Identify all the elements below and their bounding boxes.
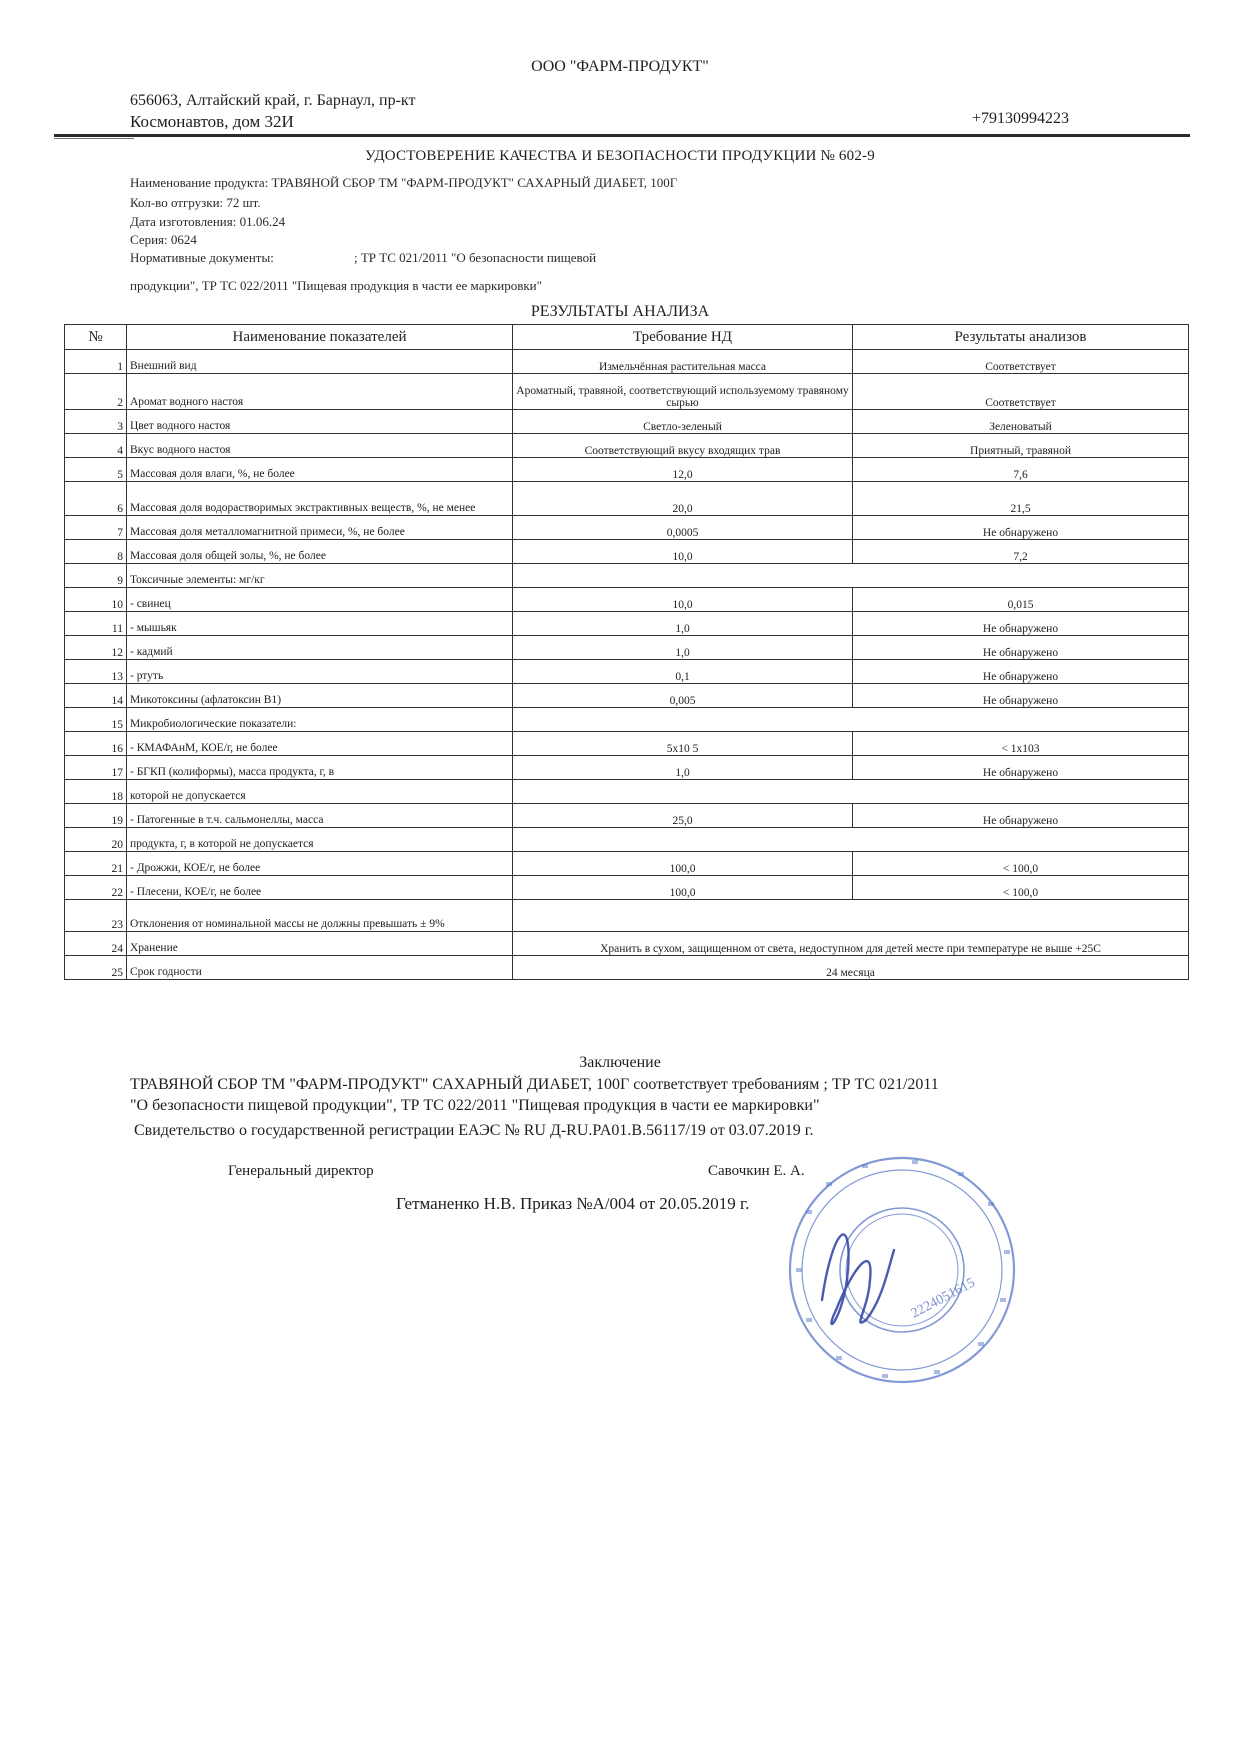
requirement-value: 0,005 — [513, 684, 853, 708]
requirement-value: 1,0 — [513, 756, 853, 780]
results-title: РЕЗУЛЬТАТЫ АНАЛИЗА — [530, 303, 710, 320]
table-row — [65, 780, 1189, 804]
row-number: 22 — [65, 876, 127, 900]
table-row — [65, 458, 1189, 482]
result-value: Не обнаружено — [853, 636, 1189, 660]
row-number: 11 — [65, 612, 127, 636]
result-value: Не обнаружено — [853, 804, 1189, 828]
result-value: Не обнаружено — [853, 660, 1189, 684]
result-value: Соответствует — [853, 374, 1189, 410]
results-table — [64, 324, 1189, 980]
normative-docs-value: ; ТР ТС 021/2011 "О безопасности пищевой — [354, 250, 597, 265]
row-number: 24 — [65, 932, 127, 956]
row-number: 13 — [65, 660, 127, 684]
indicator-name: Токсичные элементы: мг/кг — [127, 564, 513, 588]
requirement-value: Измельчённая растительная масса — [513, 350, 853, 374]
requirement-value: 10,0 — [513, 588, 853, 612]
requirement-value: 0,0005 — [513, 516, 853, 540]
empty-value — [513, 900, 1189, 932]
product-name-line: Наименование продукта: ТРАВЯНОЙ СБОР ТМ "ФАРМ-ПРОДУКТ" САХАРНЫЙ ДИАБЕТ, 100Г — [130, 175, 678, 190]
conclusion-text — [130, 1074, 1130, 1116]
conclusion-line-2: "О безопасности пищевой продукции", ТР ТС 022/2011 "Пищевая продукция в части ее маркировки" — [130, 1097, 820, 1114]
row-number: 9 — [65, 564, 127, 588]
manufacture-date-line: Дата изготовления: 01.06.24 — [130, 214, 286, 229]
indicator-name: - Плесени, КОЕ/г, не более — [127, 876, 513, 900]
empty-value — [513, 780, 1189, 804]
indicator-name: - Дрожжи, КОЕ/г, не более — [127, 852, 513, 876]
company-address-line1: 656063, Алтайский край, г. Барнаул, пр-кт — [130, 92, 416, 109]
header-divider — [54, 134, 1190, 137]
row-number: 25 — [65, 956, 127, 980]
row-number: 5 — [65, 458, 127, 482]
requirement-value: 1,0 — [513, 636, 853, 660]
row-number: 21 — [65, 852, 127, 876]
result-value: Зеленоватый — [853, 410, 1189, 434]
requirement-value: 12,0 — [513, 458, 853, 482]
indicator-name: - БГКП (колиформы), масса продукта, г, в — [127, 756, 513, 780]
indicator-name: - Патогенные в т.ч. сальмонеллы, масса — [127, 804, 513, 828]
normative-docs-label: Нормативные документы: — [130, 250, 274, 265]
table-row — [65, 612, 1189, 636]
table-row — [65, 482, 1189, 516]
table-row — [65, 434, 1189, 458]
stamp-number: 2224051615 — [908, 1275, 978, 1322]
table-row — [65, 956, 1189, 980]
result-value: 0,015 — [853, 588, 1189, 612]
table-row — [65, 756, 1189, 780]
indicator-name: Массовая доля водорастворимых экстрактивных веществ, %, не менее — [127, 482, 513, 516]
row-number: 3 — [65, 410, 127, 434]
row-number: 20 — [65, 828, 127, 852]
results-table-header — [65, 325, 1189, 350]
requirement-value: 1,0 — [513, 612, 853, 636]
row-number: 18 — [65, 780, 127, 804]
requirement-value: 0,1 — [513, 660, 853, 684]
table-row — [65, 540, 1189, 564]
indicator-name: Аромат водного настоя — [127, 374, 513, 410]
requirement-value: Ароматный, травяной, соответствующий используемому травяному сырью — [513, 374, 853, 410]
document-title: УДОСТОВЕРЕНИЕ КАЧЕСТВА И БЕЗОПАСНОСТИ ПРОДУКЦИИ № 602-9 — [365, 148, 875, 164]
row-number: 15 — [65, 708, 127, 732]
result-value: 7,6 — [853, 458, 1189, 482]
result-value: Приятный, травяной — [853, 434, 1189, 458]
table-row — [65, 660, 1189, 684]
empty-value — [513, 708, 1189, 732]
row-number: 23 — [65, 900, 127, 932]
requirement-value: 5x10 5 — [513, 732, 853, 756]
result-value: 7,2 — [853, 540, 1189, 564]
company-name: ООО "ФАРМ-ПРОДУКТ" — [531, 58, 709, 75]
row-number: 19 — [65, 804, 127, 828]
row-number: 17 — [65, 756, 127, 780]
row-number: 4 — [65, 434, 127, 458]
table-row — [65, 374, 1189, 410]
row-number: 12 — [65, 636, 127, 660]
indicator-name: - кадмий — [127, 636, 513, 660]
table-row — [65, 564, 1189, 588]
table-row — [65, 732, 1189, 756]
row-number: 16 — [65, 732, 127, 756]
company-address-line2: Космонавтов, дом 32И — [130, 112, 294, 131]
table-row — [65, 828, 1189, 852]
results-table-body — [65, 350, 1189, 980]
table-row — [65, 636, 1189, 660]
director-title: Генеральный директор — [228, 1163, 374, 1179]
table-row — [65, 410, 1189, 434]
result-value: Не обнаружено — [853, 756, 1189, 780]
conclusion-title: Заключение — [579, 1054, 661, 1071]
requirement-value: 25,0 — [513, 804, 853, 828]
column-header-indicator: Наименование показателей — [127, 325, 513, 350]
row-number: 8 — [65, 540, 127, 564]
merged-value: 24 месяца — [513, 956, 1189, 980]
row-number: 7 — [65, 516, 127, 540]
result-value: < 100,0 — [853, 852, 1189, 876]
row-number: 2 — [65, 374, 127, 410]
table-row — [65, 708, 1189, 732]
requirement-value: Соответствующий вкусу входящих трав — [513, 434, 853, 458]
indicator-name: Внешний вид — [127, 350, 513, 374]
table-row — [65, 684, 1189, 708]
director-signature — [822, 1234, 894, 1324]
director-name: Савочкин Е. А. — [708, 1163, 805, 1179]
row-number: 14 — [65, 684, 127, 708]
table-row — [65, 804, 1189, 828]
requirement-value: 10,0 — [513, 540, 853, 564]
row-number: 6 — [65, 482, 127, 516]
company-seal-stamp — [782, 1150, 1022, 1390]
column-header-number: № — [65, 325, 127, 350]
result-value: < 1x103 — [853, 732, 1189, 756]
row-number: 1 — [65, 350, 127, 374]
indicator-name: продукта, г, в которой не допускается — [127, 828, 513, 852]
signatory-order: Гетманенко Н.В. Приказ №А/004 от 20.05.2019 г. — [396, 1194, 750, 1213]
requirement-value: 20,0 — [513, 482, 853, 516]
conclusion-line-1: ТРАВЯНОЙ СБОР ТМ "ФАРМ-ПРОДУКТ" САХАРНЫЙ ДИАБЕТ, 100Г соответствует требованиям ; ТР ТС 021/2011 — [130, 1076, 939, 1093]
indicator-name: Микробиологические показатели: — [127, 708, 513, 732]
indicator-name: Срок годности — [127, 956, 513, 980]
indicator-name: - свинец — [127, 588, 513, 612]
empty-value — [513, 828, 1189, 852]
series-line: Серия: 0624 — [130, 232, 197, 247]
indicator-name: - мышьяк — [127, 612, 513, 636]
indicator-name: Отклонения от номинальной массы не должны превышать ± 9% — [127, 900, 513, 932]
result-value: Соответствует — [853, 350, 1189, 374]
column-header-requirement: Требование НД — [513, 325, 853, 350]
result-value: Не обнаружено — [853, 516, 1189, 540]
normative-docs-value-continued: продукции", ТР ТС 022/2011 "Пищевая продукция в части ее маркировки" — [130, 278, 542, 293]
indicator-name: Хранение — [127, 932, 513, 956]
indicator-name: Цвет водного настоя — [127, 410, 513, 434]
table-row — [65, 350, 1189, 374]
indicator-name: Массовая доля металломагнитной примеси, %, не более — [127, 516, 513, 540]
table-row — [65, 900, 1189, 932]
result-value: < 100,0 — [853, 876, 1189, 900]
table-row — [65, 852, 1189, 876]
indicator-name: - КМАФАнМ, КОЕ/г, не более — [127, 732, 513, 756]
registration-certificate: Свидетельство о государственной регистрации ЕАЭС № RU Д-RU.PA01.B.56117/19 от 03.07.2019 г. — [134, 1122, 814, 1139]
indicator-name: Массовая доля общей золы, %, не более — [127, 540, 513, 564]
indicator-name: Вкус водного настоя — [127, 434, 513, 458]
indicator-name: - ртуть — [127, 660, 513, 684]
empty-value — [513, 564, 1189, 588]
requirement-value: 100,0 — [513, 876, 853, 900]
indicator-name: Массовая доля влаги, %, не более — [127, 458, 513, 482]
table-row — [65, 588, 1189, 612]
company-phone: +79130994223 — [972, 110, 1070, 127]
result-value: Не обнаружено — [853, 684, 1189, 708]
requirement-value: Светло-зеленый — [513, 410, 853, 434]
requirement-value: 100,0 — [513, 852, 853, 876]
merged-value: Хранить в сухом, защищенном от света, недоступном для детей месте при температуре не выше +25С — [513, 932, 1189, 956]
indicator-name: которой не допускается — [127, 780, 513, 804]
quantity-line: Кол-во отгрузки: 72 шт. — [130, 195, 261, 210]
column-header-result: Результаты анализов — [853, 325, 1189, 350]
table-row — [65, 876, 1189, 900]
row-number: 10 — [65, 588, 127, 612]
result-value: Не обнаружено — [853, 612, 1189, 636]
table-row — [65, 932, 1189, 956]
result-value: 21,5 — [853, 482, 1189, 516]
header-divider-accent — [54, 138, 134, 139]
table-row — [65, 516, 1189, 540]
indicator-name: Микотоксины (афлатоксин В1) — [127, 684, 513, 708]
